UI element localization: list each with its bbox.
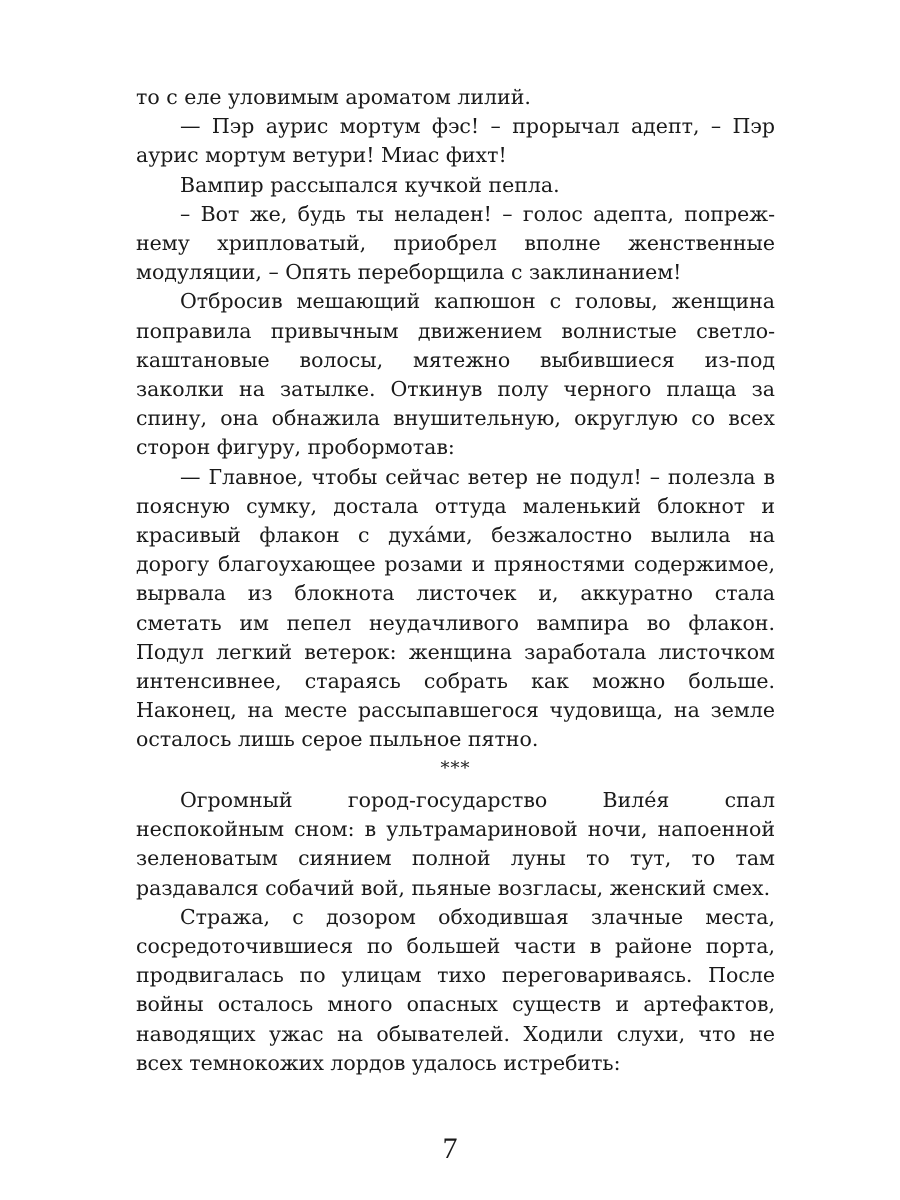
paragraph: – Вот же, будь ты неладен! – голос адепта, попрежнему хрипловатый, приобрел вполне женственные модуляции, – Опять переборщила с заклинанием! xyxy=(136,201,775,285)
paragraph: — Пэр аурис мортум фэс! – прорычал адепт, – Пэр аурис мортум ветури! Миас фихт! xyxy=(136,114,775,168)
text-section-1 xyxy=(136,83,775,755)
paragraph: Вампир рассыпался кучкой пепла. xyxy=(180,172,560,197)
section-separator: *** xyxy=(440,758,471,779)
page-number: 7 xyxy=(442,1132,458,1165)
paragraph: — Главное, чтобы сейчас ветер не подул! – полезла в поясную сумку, достала оттуда маленький блокнот и красивый флакон с духа́ми, безжалостно вылила на дорогу благоухающее розами и пряностями содержимое, вырвала из блокнота листочек и, аккуратно стала сметать им пепел неудачливого вампира во флакон. Подул легкий ветерок: женщина заработала листочком интенсивнее, стараясь собрать как можно больше. Наконец, на месте рассыпавшегося чудовища, на земле осталось лишь серое пыльное пятно. xyxy=(136,464,775,752)
paragraph: Стража, с дозором обходившая злачные места, сосредоточившиеся по большей части в районе порта, продвигалась по улицам тихо переговариваясь. После войны осталось много опасных существ и артефактов, наводящих ужас на обывателей. Ходили слухи, что не всех темнокожих лордов удалось истребить: xyxy=(136,904,775,1075)
paragraph: Отбросив мешающий капюшон с головы, женщина поправила привычным движением волнистые светло-каштановые волосы, мятежно выбившиеся из-под заколки на затылке. Откинув полу черного плаща за спину, она обнажила внушительную, округлую со всех сторон фигуру, пробормотав: xyxy=(136,289,775,460)
text-section-2 xyxy=(136,786,775,1078)
paragraph: то с еле уловимым ароматом лилий. xyxy=(136,85,531,109)
paragraph: Огромный город-государство Виле́я спал неспокойным сном: в ультрамариновой ночи, напоенной зеленоватым сиянием полной луны то тут, то там раздавался собачий вой, пьяные возгласы, женский смех. xyxy=(136,788,775,900)
